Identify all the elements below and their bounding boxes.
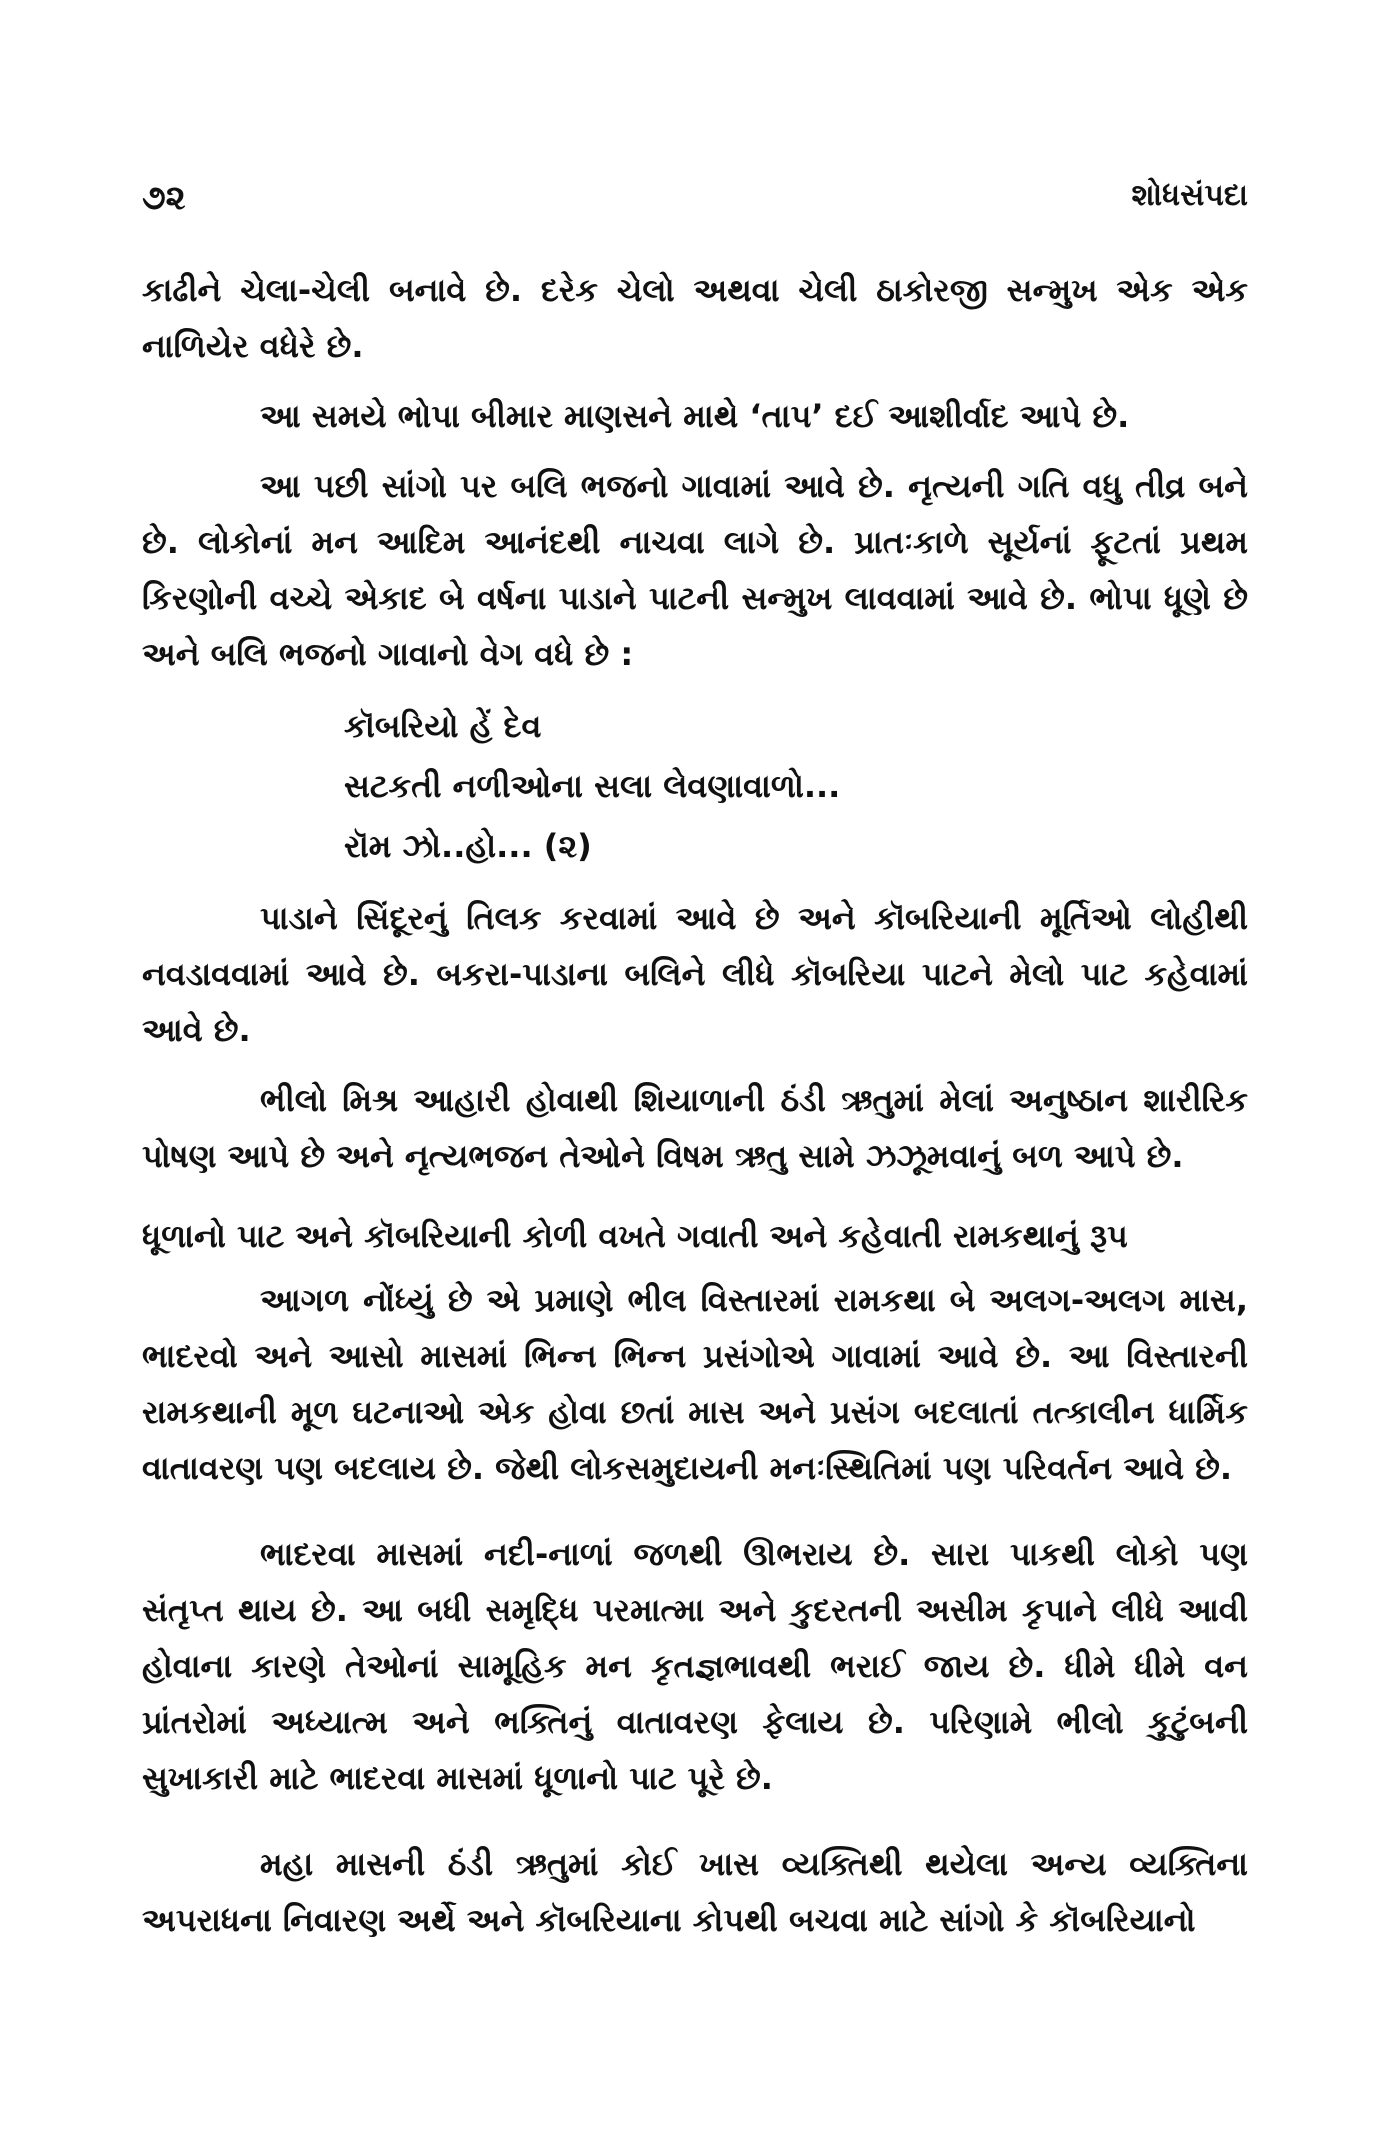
paragraph-nutrition: ભીલો મિશ્ર આહારી હોવાથી શિયાળાની ઠંડી ઋતુમાં મેલાં અનુષ્ઠાન શારીરિક પોષણ આપે છે અને નૃત્યભજન તેઓને વિષમ ઋતુ સામે ઝઝૂમવાનું બળ આપે છે.	[142, 1081, 1248, 1175]
paragraph-gap	[142, 1820, 1248, 1836]
page-number: ૭૨	[142, 178, 186, 218]
paragraph-continued: કાઢીને ચેલા-ચેલી બનાવે છે. દરેક ચેલો અથવા ચેલી ઠાકોરજી સન્મુખ એક એક નાળિયેર વધેરે છે.	[142, 271, 1248, 365]
paragraph-gap	[142, 1510, 1248, 1526]
verse-line: રૉમ ઝો..હો... (૨)	[344, 827, 592, 865]
running-title: શોધસંપદા	[1131, 178, 1248, 213]
verse-block	[142, 696, 1248, 876]
verse-line: સટકતી નળીઓના સલા લેવણાવાળો...	[344, 767, 841, 805]
paragraph-blessing: આ સમયે ભોપા બીમાર માણસને માથે ‘તાપ’ દઈ આશીર્વાદ આપે છે.	[260, 397, 1130, 435]
verse-line: કૉબરિયો હેં દેવ	[344, 707, 542, 745]
paragraph-maha-month: મહા માસની ઠંડી ઋતુમાં કોઈ ખાસ વ્યક્તિથી થયેલા અન્ય વ્યક્તિના અપરાધના નિવારણ અર્થે અને કૉબરિયાના કોપથી બચવા માટે સાંગો કે કૉબરિયાનો	[142, 1845, 1248, 1939]
paragraph-tilak: પાડાને સિંદૂરનું તિલક કરવામાં આવે છે અને કૉબરિયાની મૂર્તિઓ લોહીથી નવડાવવામાં આવે છે. બકરા-પાડાના બલિને લીધે કૉબરિયા પાટને મેલો પાટ કહેવામાં આવે છે.	[142, 899, 1248, 1049]
paragraph-ramkatha: આગળ નોંધ્યું છે એ પ્રમાણે ભીલ વિસ્તારમાં રામકથા બે અલગ-અલગ માસ, ભાદરવો અને આસો માસમાં ભિન્ન ભિન્ન પ્રસંગોએ ગાવામાં આવે છે. આ વિસ્તારની રામકથાની મૂળ ઘટનાઓ એક હોવા છતાં માસ અને પ્રસંગ બદલાતાં તત્કાલીન ધાર્મિક વાતાવરણ પણ બદલાય છે. જેથી લોકસમુદાયની મનઃસ્થિતિમાં પણ પરિવર્તન આવે છે.	[142, 1281, 1248, 1487]
section-heading: ધૂળાનો પાટ અને કૉબરિયાની કોળી વખતે ગવાતી અને કહેવાતી રામકથાનું રૂપ	[142, 1217, 1128, 1255]
paragraph-bhadarva: ભાદરવા માસમાં નદી-નાળાં જળથી ઊભરાય છે. સારા પાકથી લોકો પણ સંતૃપ્ત થાય છે. આ બધી સમૃદ્ધિ પરમાત્મા અને કુદરતની અસીમ કૃપાને લીધે આવી હોવાના કારણે તેઓનાં સામૂહિક મન કૃતજ્ઞભાવથી ભરાઈ જાય છે. ધીમે ધીમે વન પ્રાંતરોમાં અધ્યાત્મ અને ભક્તિનું વાતાવરણ ફેલાય છે. પરિણામે ભીલો કુટુંબની સુખાકારી માટે ભાદરવા માસમાં ધૂળાનો પાટ પૂરે છે.	[142, 1535, 1248, 1797]
paragraph-bali-bhajan: આ પછી સાંગો પર બલિ ભજનો ગાવામાં આવે છે. નૃત્યની ગતિ વધુ તીવ્ર બને છે. લોકોનાં મન આદિમ આનંદથી નાચવા લાગે છે. પ્રાતઃકાળે સૂર્યનાં ફૂટતાં પ્રથમ કિરણોની વચ્ચે એકાદ બે વર્ષના પાડાને પાટની સન્મુખ લાવવામાં આવે છે. ભોપા ધૂણે છે અને બલિ ભજનો ગાવાનો વેગ વધે છે :	[142, 467, 1248, 673]
body-text	[142, 262, 1248, 1962]
page-header	[142, 178, 1248, 228]
